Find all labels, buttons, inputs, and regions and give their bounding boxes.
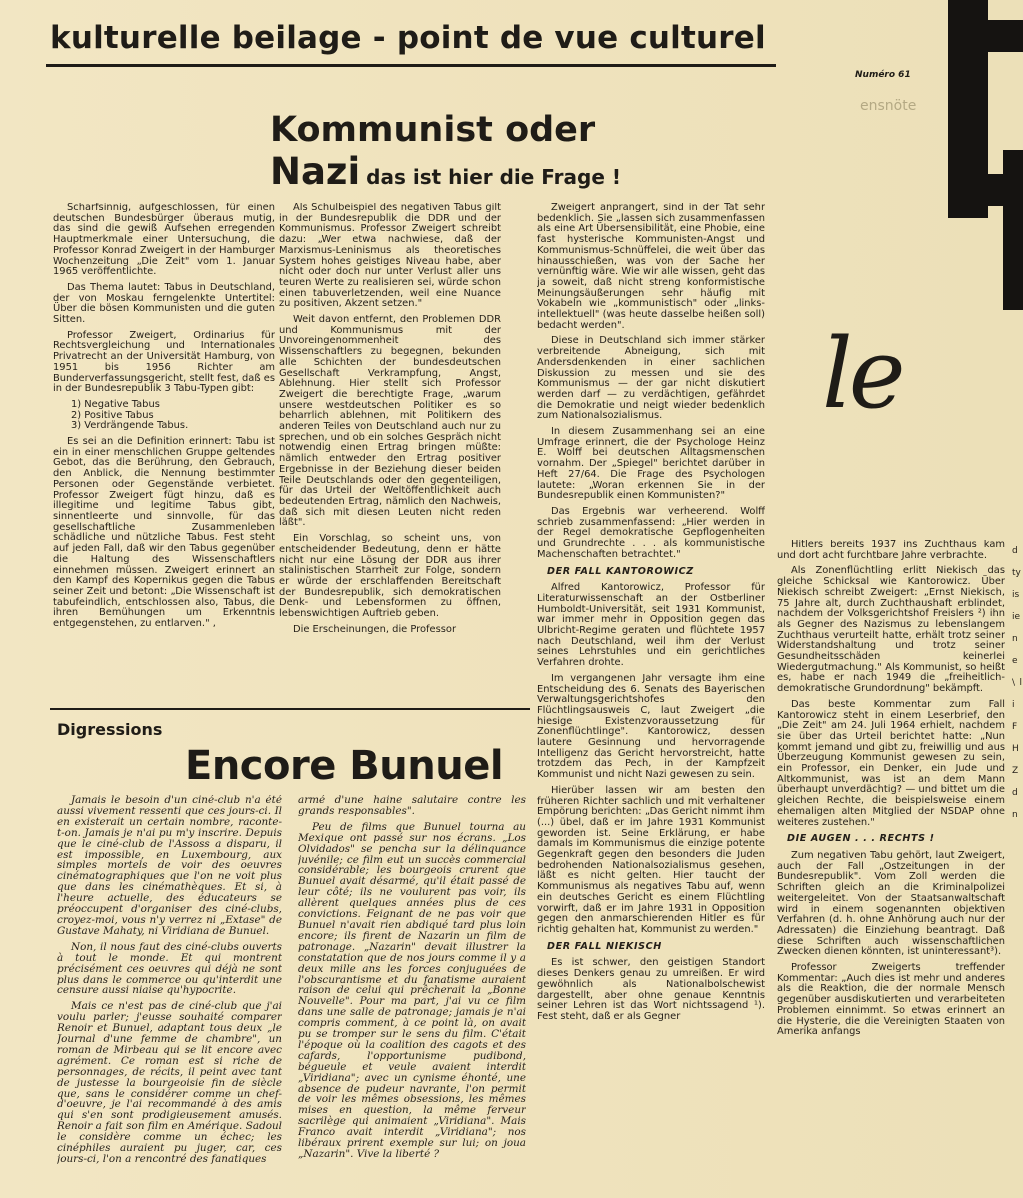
column-label: Digressions (57, 720, 163, 739)
paragraph: Zweigert anprangert, sind in der Tat sehr bedenklich. Sie „lassen sich zusammenfassen als eine Art Übersensibilität, eine Phobie, eine fast hysterische Kommunisten-Angst und Kommunismus-Schnüffelei, die weit über das hinausschießen, was von der Sache her vernünftig wäre. Wie wir alle wissen, geht das ja soweit, daß nicht streng konformistische Meinungsäußerungen sehr häufig mit Vokabeln wie „kommunistisch" oder „links-intellektuell" (was heute dasselbe heißen soll) bedacht werden". (537, 203, 765, 331)
section-subhead: DER FALL NIEKISCH (547, 940, 662, 952)
paragraph: Peu de films que Bunuel tourna au Mexique ont passé sur nos écrans. „Los Olvidados" se pencha sur la délinquance juvénile; ce film eut un succès commercial considérable; les bourgeois crurent que Bunuel avait désarmé, qu'il était passé de leur côté; ils ne voulurent pas voir, ils allèrent quelques années plus de ces convictions. Feignant de ne pas voir que Bunuel n'avait rien abdiqué tard plus loin encore; ils firent de Nazarin un film de patronage. „Nazarin" devait illustrer la constatation que de nos jours comme il y a deux mille ans les forces conjuguées de l'obscurantisme et du fanatisme auraient raison de celui qui prêcherait la „Bonne Nouvelle". Pour ma part, j'ai vu ce film dans une salle de patronage; jamais je n'ai compris comment, à ce point là, on avait pu se tromper sur le sens du film. C'était l'époque où la coalition des cagots et des cafards, l'opportunisme pudibond, bégueule et veule avaient interdit „Viridiana"; avec un cynisme éhonté, une absence de pudeur navrante, l'on permit de voir les mêmes obsessions, les mêmes mises en question, la même ferveur sacrilège qui animaient „Viridiana". Mais Franco avait interdit „Viridiana"; nos libéraux prirent exemple sur lui; on joua „Nazarin". Vive la liberté ? (298, 820, 526, 1160)
script-lettering: le (822, 318, 902, 430)
paragraph: Weit davon entfernt, den Problemen DDR und Kommunismus mit der Unvoreingenommenheit des Wissenschaftlers zu begegnen, bekunden alle Schichten der bundesdeutschen Gesellschaft Verkrampfung, Angst, Ablehnung. Hier stellt sich Professor Zweigert die berechtigte Frage, „warum unsere westdeutschen Politiker es so beharrlich ablehnen, mit Politikern des anderen Teiles von Deutschland auch nur zu sprechen, und ob ein solches Gespräch nicht notwendig einen Ertrag bringen müßte: nämlich entweder den Ertrag positiver Ergebnisse in der Beziehung dieser beiden Teile Deutschlands oder den gegenteiligen, für das Urteil der Weltöffentlichkeit auch bedeutenden Ertrag, nämlich den Nachweis, daß sich mit diesen Leuten nicht reden läßt". (279, 314, 501, 529)
paragraph: Hierüber lassen wir am besten den früheren Richter sachlich und mit verhaltener Empörung berichten: „Das Gericht nimmt ihm (...) übel, daß er im Jahre 1931 Kommunist geworden ist. Seine Erklärung, er habe damals im Kommunismus die einzige potente Gegenkraft gegen den besonders die Juden bedrohenden Nationalsozialismus gesehen, läßt es nicht gelten. Hier taucht der Kommunismus als negatives Tabu auf, wenn ein deutsches Gericht es einem Flüchtling vorwirft, daß er im Jahre 1931 in Opposition gegen den anmarschierenden Hitler es für richtig gehalten hat, Kommunist zu werden." (537, 784, 765, 935)
paragraph: Mais ce n'est pas de ciné-club que j'ai voulu parler; j'eusse souhaité comparer Renoir et Bunuel, adaptant tous deux „le Journal d'une femme de chambre", un roman de Mirbeau qui se lit encore avec agrément. Ce roman est si riche de personnages, de récits, il peint avec tant de justesse la bourgeoisie fin de siècle que, sans le considérer comme un chef-d'oeuvre, je l'ai recommandé à des amis qui s'en sont prodigieusement amusés. Renoir a fait son film en Amérique. Sadoul le considère comme un échec; les cinéphiles auraient pu juger, car, ces jours-ci, l'on a rencontré des fanatiques (57, 1000, 282, 1165)
header-rule (46, 64, 776, 67)
big-letter-stem-lower (1003, 150, 1023, 310)
paragraph: Professor Zweigert, Ordinarius für Rechtsvergleichung und Internationales Privatrecht an der Universität Hamburg, von 1951 bis 1956 Richter am Bunderverfassungsgericht, stellt fest, daß es in der Bundesrepublik 3 Tabu-Typen gibt: (53, 329, 275, 395)
digressions-column-left (57, 795, 282, 1195)
paragraph: Das beste Kommentar zum Fall Kantorowicz steht in einem Leserbrief, den „Die Zeit" am 24. Juli 1964 erhielt, nachdem sie über das Urteil berichtet hatte: „Nun kommt jemand und gibt zu, freiwillig und aus Überzeugung Kommunist gewesen zu sein, ein Professor, ein Denker, ein Jude und Altkommunist, was ist an dem Mann überhaupt unverdächtig? — und bittet um die gleichen Rechte, die beispielsweise einem ehemaligen alten Mitglied der NSDAP ohne weiteres zustehen." (777, 698, 1005, 828)
headline-line1: Kommunist oder (270, 110, 596, 150)
issue-number: Numéro 61 (855, 70, 911, 80)
paragraph: Non, il nous faut des ciné-clubs ouverts à tout le monde. Et qui montrent précisément ces oeuvres qui déjà ne sont plus dans le commerce ou qu'interdit une censure aussi niaise qu'hypocrite. (57, 940, 282, 997)
section-subhead: DER FALL KANTOROWICZ (547, 565, 694, 577)
paragraph: Als Zonenflüchtling erlitt Niekisch das gleiche Schicksal wie Kantorowicz. Über Niekisch schreibt Zweigert: „Ernst Niekisch, 75 Jahre alt, durch Zuchthaushaft erblindet, nachdem der Volksgerichtshof Freislers ²) ihn als Gegner des Nazismus zu lebenslangem Zuchthaus verurteilt hatte, erhält trotz seiner Widerstandshaltung und trotz seiner Gesundheitsschäden keinerlei Wiedergutmachung." Als Kommunist, so heißt es, habe er nach 1949 die „freiheitlich-demokratische Grundordnung" bekämpft. (777, 565, 1005, 695)
paragraph: Es ist schwer, den geistigen Standort dieses Denkers genau zu umreißen. Er wird gewöhnlich als Nationalbolschewist dargestellt, aber ohne genaue Kenntnis seiner Lehren ist das Wort nichtssagend ¹). Fest steht, daß er als Gegner (537, 957, 765, 1022)
paragraph: Hitlers bereits 1937 ins Zuchthaus kam und dort acht furchtbare Jahre verbrachte. (777, 540, 1005, 561)
paragraph: Als Schulbeispiel des negativen Tabus gilt in der Bundesrepublik die DDR und der Kommunismus. Professor Zweigert schreibt dazu: „Wer etwa nachwiese, daß der Marxismus-Leninismus als theoretisches System hohes geistiges Niveau habe, aber nicht oder doch nur unter Verlust aller uns teuren Werte zu realisieren sei, würde schon einen tabuverletzenden, weil eine Nuance zu positiven, Akzent setzen." (279, 203, 501, 310)
list-item: 3) Verdrängende Tabus. (71, 420, 189, 432)
paragraph: In diesem Zusammenhang sei an eine Umfrage erinnert, die der Psychologe Heinz E. Wolff bei deutschen Alltagsmenschen vornahm. Der „Spiegel" berichtet darüber in Heft 27/64. Die Frage des Psychologen lautete: „Woran erkennen Sie in der Bundesrepublik einen Kommunisten?" (537, 426, 765, 502)
headline-line2: Nazi das ist hier die Frage ! (270, 150, 622, 193)
article-column-3 (537, 203, 765, 1195)
paragraph: Professor Zweigerts treffender Kommentar: „Auch dies ist mehr und anderes als die Reaktion, die der normale Mensch gegenüber ausdiskutierten und verarbeiteten Problemen einnimmt. So etwas erinnert an die Hysterie, die die Vereinigten Staaten von Amerika anfangs (777, 962, 1005, 1038)
list-item: 2) Positive Tabus (71, 409, 154, 421)
supplement-header: kulturelle beilage - point de vue culturel (50, 20, 766, 56)
digressions-title: Encore Bunuel (185, 743, 504, 789)
show-through-text: ensnöte (860, 98, 917, 114)
paragraph: Diese in Deutschland sich immer stärker verbreitende Abneigung, sich mit Andersdenkenden in einer sachlichen Diskussion zu messen und sie des Kommunismus — der gar nicht diskutiert werden darf — zu verdächtigen, gefährdet die Demokratie und neigt wieder bedenklich zum Nationalsozialismus. (537, 335, 765, 422)
paragraph: Alfred Kantorowicz, Professor für Literaturwissenschaft an der Ostberliner Humboldt-Universität, seit 1931 Kommunist, war immer mehr in Opposition gegen das Ulbricht-Regime geraten und flüchtete 1957 nach Deutschland, weil ihm der Verlust seines Lehrstuhles und ein gerichtliches Verfahren drohte. (537, 582, 765, 669)
paragraph: Das Thema lautet: Tabus in Deutschland, der von Moskau ferngelenkte Untertitel: Über die bösen Kommunisten und die guten Sitten. (53, 281, 275, 326)
article-column-1 (53, 203, 275, 697)
paragraph: Das Ergebnis war verheerend. Wolff schrieb zusammenfassend: „Hier werden in der Regel demokratische Gepflogenheiten und Grundrechte . . . als kommunistische Machenschaften betrachtet." (537, 505, 765, 560)
paragraph: Zum negativen Tabu gehört, laut Zweigert, auch der Fall „Ostzeitungen in der Bundesrepublik". Vom Zoll werden die Schriften gleich an die Kriminalpolizei weitergeleitet. Von der Staatsanwaltschaft wird in einem sogenannten objektiven Verfahren (d. h. ohne Anhörung auch nur der Adressaten) die Einziehung beantragt. Daß diese Schriften auch wissenschaftlichen Zwecken dienen könnten, ist uninteressant³). (777, 849, 1005, 958)
paragraph: Es sei an die Definition erinnert: Tabu ist ein in einer menschlichen Gruppe geltendes Gebot, das die Berührung, den Gebrauch, den Anblick, die Nennung bestimmter Personen oder Gegenstände verbietet. Professor Zweigert fügt hinzu, daß es illegitime und legitime Tabus gibt, sinnentleerte und sinnvolle, für das gesellschaftliche Zusammenleben schädliche und nützliche Tabus. Fest steht auf jeden Fall, daß wir den Tabus gegenüber die Haltung des Wissenschaftlers einnehmen müssen. Zweigert erinnert an den Kampf des Kopernikus gegen die Tabus seiner Zeit und betont: „Die Wissenschaft ist tabufeindlich, entschlossen also, Tabus, die ihren Bemühungen um Erkenntnis entgegenstehen, zu entlarven." , (53, 436, 275, 630)
article-column-2 (279, 203, 501, 697)
paragraph: Scharfsinnig, aufgeschlossen, für einen deutschen Bundesbürger überaus mutig, das sind die gewiß Aufsehen erregenden Hauptmerkmale einer Untersuchung, die Professor Konrad Zweigert in der Hamburger Wochenzeitung „Die Zeit" vom 1. Januar 1965 veröffentlichte. (53, 203, 275, 278)
paragraph: armé d'une haine salutaire contre les grands responsables". (298, 795, 526, 817)
paragraph: Die Erscheinungen, die Professor (293, 623, 457, 635)
tabu-list (71, 400, 275, 432)
section-divider (50, 708, 530, 710)
digressions-column-right (298, 795, 526, 1195)
edge-fragments: d ty is ie n e \ li F H Z d n (1012, 546, 1022, 820)
list-item: 1) Negative Tabus (71, 398, 160, 410)
article-column-4 (777, 540, 1005, 1195)
paragraph: Ein Vorschlag, so scheint uns, von entscheidender Bedeutung, denn er hätte nicht nur eine Lösung der DDR aus ihrer stalinistischen Starrheit zur Folge, sondern er würde der erschlaffenden Bereitschaft der Bundesrepublik, sich demokratischen Denk- und Lebensformen zu öffnen, lebenswichtigen Auftrieb geben. (279, 533, 501, 620)
paragraph: Jamais le besoin d'un ciné-club n'a été aussi vivement ressenti que ces jours-ci. Il en existerait un certain nombre, raconte-t-on. Jamais je n'ai pu m'y inscrire. Depuis que le ciné-club de l'Assoss a disparu, il est impossible, en Luxembourg, aux simples mortels de voir des oeuvres cinématographiques que l'on ne voit plus que dans les cinémathèques. Et si, à l'heure actuelle, des éducateurs se préoccupent d'organiser des ciné-clubs, croyez-moi, vous n'y verrez ni „Extase" de Gustave Mahaty, ni Viridiana de Bunuel. (57, 795, 282, 937)
section-subhead: DIE AUGEN . . . RECHTS ! (787, 833, 935, 845)
paragraph: Im vergangenen Jahr versagte ihm eine Entscheidung des 6. Senats des Bayerischen Verwaltungsgerichtshofes den Flüchtlingsausweis C, laut Zweigert „die hiesige Existenzvoraussetzung für Zonenflüchtlinge". Kantorowicz, dessen lautere Gesinnung und hervorragende Intelligenz das Gericht hervorstreicht, hatte trotzdem das Pech, in der Kampfzeit Kommunist und nicht Nazi gewesen zu sein. (537, 672, 765, 781)
